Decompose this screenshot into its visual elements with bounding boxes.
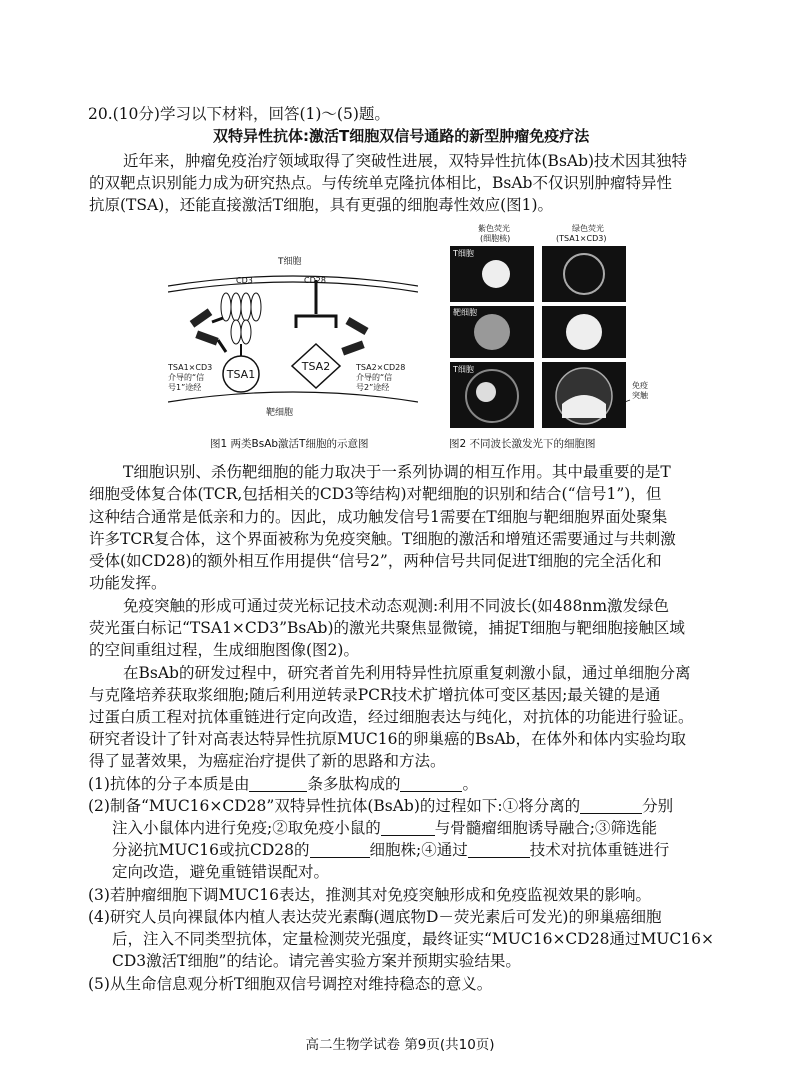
cd3-subunit: [241, 320, 251, 344]
bsab-arm: [190, 308, 213, 327]
col2-title-line: (TSA1×CD3): [556, 234, 607, 243]
paragraph4-line: 研究者设计了针对高表达特异性抗原MUC16的卵巢癌的BsAb，在体外和体内实验均取: [89, 730, 686, 748]
tsa1-label: TSA1: [226, 368, 256, 381]
question-2-line3: 分泌抗MUC16或抗CD28的 细胞株;④通过 技术对抗体重链进行: [112, 841, 670, 859]
paragraph2-line: 细胞受体复合体(TCR,包括相关的CD3等结构)对靶细胞的识别和结合(“信号1”)，但: [89, 485, 662, 503]
side-label-line: 突触: [632, 391, 648, 400]
answer-blank[interactable]: [580, 797, 642, 814]
question-2-line2: 注入小鼠体内进行免疫;②取免疫小鼠的 与骨髓瘤细胞诱导融合;③筛选能: [112, 819, 657, 837]
figure2-caption: 图2 不同波长激发光下的细胞图: [449, 438, 596, 450]
left-note-line: 介导的“信: [168, 373, 205, 382]
paragraph2-line: 受体(如CD28)的额外相互作用提供“信号2”，两种信号共同促进T细胞的完全活化和: [89, 552, 662, 570]
figure1-diagram: [168, 252, 418, 432]
cell-nucleus: [482, 260, 510, 288]
figure1-caption: 图1 两类BsAb激活T细胞的示意图: [210, 438, 369, 450]
tsa2-label: TSA2: [301, 360, 331, 373]
row-label: 靶细胞: [453, 308, 477, 317]
bsab-link: [212, 318, 223, 322]
right-note-line: 号2”途经: [356, 383, 390, 392]
question-4-line: (4)研究人员向裸鼠体内植人表达荧光素酶(週底物D－荧光素后可发光)的卵巢癌细胞: [88, 908, 662, 926]
question-4-line: 后，注入不同类型抗体，定量检测荧光强度，最终证实“MUC16×CD28通过MUC16×: [112, 930, 714, 948]
cd28-fork: [296, 316, 336, 328]
question-2-line4: 定向改造，避免重链错误配对。: [112, 863, 330, 881]
side-label-line: 免疫: [632, 381, 648, 390]
paragraph2-line: 许多TCR复合体，这个界面被称为免疫突触。T细胞的激活和增殖还需要通过与共刺激: [89, 530, 676, 548]
t-cell-label: T细胞: [278, 257, 302, 267]
paragraph3-line: 荧光蛋白标记“TSA1×CD3”BsAb)的激光共聚焦显微镜，捕捉T细胞与靶细胞接触区域: [89, 619, 685, 637]
answer-blank[interactable]: [381, 819, 435, 836]
target-cell-membrane: [168, 392, 418, 402]
col1-title-line: (细胞核): [480, 234, 511, 243]
answer-blank[interactable]: [249, 775, 307, 792]
question-header: 20.(10分)学习以下材料，回答(1)～(5)题。: [88, 105, 390, 123]
cd3-subunit: [251, 293, 261, 321]
paragraph3-line: 的空间重组过程，生成细胞图像(图2)。: [89, 641, 359, 659]
target-cell-label: 靶细胞: [266, 408, 294, 418]
paragraph2-line: 这种结合通常是低亲和力的。因此，成功触发信号1需要在T细胞与靶细胞界面处聚集: [89, 508, 668, 526]
paragraph4-line: 过蛋白质工程对抗体重链进行定向改造，经过细胞表达与纯化，对抗体的功能进行验证。: [89, 708, 694, 726]
answer-blank[interactable]: [468, 841, 530, 858]
answer-blank[interactable]: [310, 841, 370, 858]
paragraph2-line: 功能发挥。: [89, 574, 167, 592]
question-4-line: CD3激活T细胞”的结论。请完善实验方案并预期实验结果。: [112, 952, 521, 970]
row-label: T细胞: [453, 365, 474, 374]
paragraph4-line: 与克隆培养获取浆细胞;随后利用逆转录PCR技术扩增抗体可变区基因;最关键的是通: [89, 686, 661, 704]
question-2-line1: (2)制备“MUC16×CD28”双特异性抗体(BsAb)的过程如下:①将分离的 分别: [88, 797, 674, 815]
left-note-line: TSA1×CD3: [168, 363, 213, 372]
cd3-subunit: [231, 320, 241, 344]
right-note-line: TSA2×CD28: [356, 363, 406, 372]
paragraph2-line: T细胞识别、杀伤靶细胞的能力取决于一系列协调的相互作用。其中最重要的是T: [123, 463, 671, 481]
cd3-label: CD3: [236, 276, 253, 285]
col2-title-line: 绿色荧光: [572, 224, 604, 233]
bsab-arm: [341, 340, 364, 355]
bsab-arm: [345, 317, 368, 335]
paragraph3-line: 免疫突触的形成可通过荧光标记技术动态观测:利用不同波长(如488nm激发绿色: [123, 597, 670, 615]
cd28-label: CD28: [304, 276, 326, 285]
t-cell-membrane-outer: [168, 276, 418, 286]
col1-title-line: 紫色荧光: [478, 224, 510, 233]
paragraph4-line: 在BsAb的研发过程中，研究者首先利用特异性抗原重复刺激小鼠，通过单细胞分离: [123, 664, 691, 682]
cd3-subunit: [231, 293, 241, 321]
t-cell-membrane-inner: [168, 282, 418, 292]
left-note-line: 号1”途经: [168, 383, 202, 392]
cell-outline: [566, 314, 602, 350]
cell-nucleus: [474, 314, 510, 350]
bsab-link: [218, 340, 226, 352]
paragraph1-line: 抗原(TSA)，还能直接激活T细胞，具有更强的细胞毒性效应(图1)。: [89, 196, 554, 214]
page-footer: 高二生物学试卷 第9页(共10页): [305, 1037, 495, 1053]
bsab-arm: [195, 330, 218, 345]
material-title: 双特异性抗体:激活T细胞双信号通路的新型肿瘤免疫疗法: [213, 127, 590, 145]
right-note-line: 介导的“信: [356, 373, 393, 382]
question-3: (3)若肿瘤细胞下调MUC16表达，推测其对免疫突触形成和免疫监视效果的影响。: [88, 886, 651, 904]
question-5: (5)从生命信息观分析T细胞双信号调控对维持稳态的意义。: [88, 975, 493, 993]
row-label: T细胞: [453, 249, 474, 258]
question-1: (1)抗体的分子本质是由 条多肽构成的 。: [88, 775, 478, 793]
answer-blank[interactable]: [400, 775, 462, 792]
paragraph1-line: 近年来，肿瘤免疫治疗领域取得了突破性进展，双特异性抗体(BsAb)技术因其独特: [123, 152, 688, 170]
figure2-micrographs: [446, 222, 661, 434]
cd3-subunit: [241, 293, 251, 321]
paragraph1-line: 的双靶点识别能力成为研究热点。与传统单克隆抗体相比，BsAb不仅识别肿瘤特异性: [89, 174, 672, 192]
cell-nucleus: [476, 382, 496, 402]
paragraph4-line: 得了显著效果，为癌症治疗提供了新的思路和方法。: [89, 752, 446, 770]
